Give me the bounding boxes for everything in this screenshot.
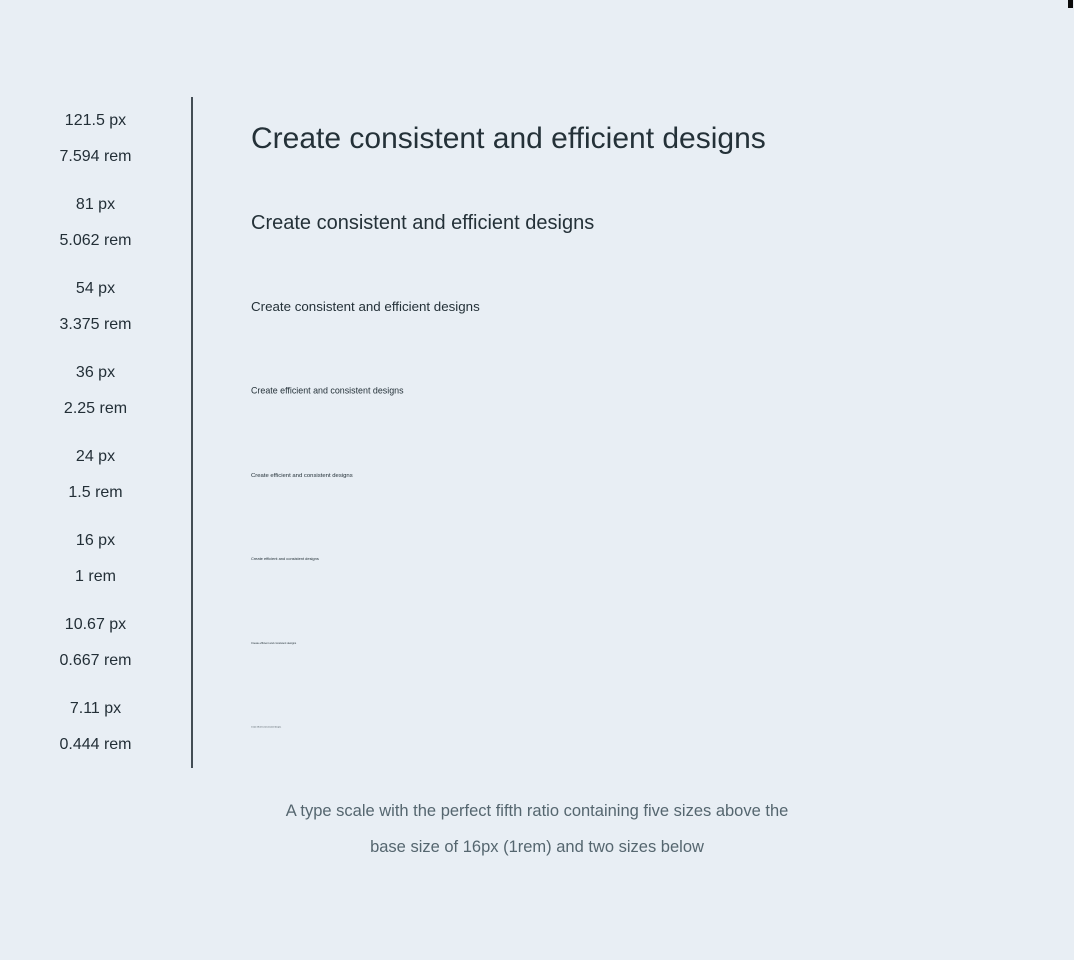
size-rem-label: 1.5 rem: [68, 484, 123, 501]
size-px-label: 121.5 px: [64, 112, 127, 129]
sample-cell: [191, 433, 1074, 517]
size-labels: [0, 181, 191, 265]
size-labels: [0, 685, 191, 769]
size-rem-label: 0.667 rem: [59, 652, 132, 669]
sample-cell: [191, 685, 1074, 769]
size-labels: [0, 349, 191, 433]
scale-row: [0, 517, 1074, 601]
sample-text: Create efficient and consistent designs: [251, 726, 282, 728]
sample-text: Create efficient and consistent designs: [251, 641, 297, 645]
scale-caption: [0, 793, 1074, 865]
size-px-label: 24 px: [75, 448, 116, 465]
scale-row: [0, 601, 1074, 685]
sample-cell: [191, 517, 1074, 601]
sample-cell: [191, 97, 1074, 181]
caption-line-2: base size of 16px (1rem) and two sizes below: [370, 838, 704, 856]
sample-cell: [191, 601, 1074, 685]
size-labels: [0, 265, 191, 349]
size-px-label: 36 px: [75, 364, 116, 381]
scale-row: [0, 685, 1074, 769]
size-rem-label: 7.594 rem: [59, 148, 132, 165]
size-px-label: 7.11 px: [69, 700, 122, 717]
scale-row: [0, 349, 1074, 433]
sample-text: Create efficient and consistent designs: [251, 385, 404, 396]
sample-cell: [191, 349, 1074, 433]
sample-text: Create consistent and efficient designs: [251, 122, 766, 155]
size-rem-label: 1 rem: [75, 568, 116, 585]
scale-row: [0, 181, 1074, 265]
scale-row: [0, 265, 1074, 349]
size-px-label: 81 px: [75, 196, 116, 213]
size-labels: [0, 433, 191, 517]
size-px-label: 54 px: [75, 280, 116, 297]
top-right-corner-mark: [1068, 0, 1073, 8]
size-px-label: 10.67 px: [64, 616, 127, 633]
size-labels: [0, 97, 191, 181]
caption-line-1: A type scale with the perfect fifth ratio containing five sizes above the: [285, 802, 789, 820]
type-scale-specimen: [0, 97, 1074, 769]
size-px-label: 16 px: [75, 532, 116, 549]
size-labels: [0, 601, 191, 685]
size-rem-label: 5.062 rem: [59, 232, 132, 249]
size-labels: [0, 517, 191, 601]
size-rem-label: 2.25 rem: [63, 400, 128, 417]
sample-text: Create consistent and efficient designs: [251, 299, 480, 315]
sample-cell: [191, 265, 1074, 349]
size-rem-label: 0.444 rem: [59, 736, 132, 753]
scale-row: [0, 433, 1074, 517]
sample-text: Create efficient and consistent designs: [251, 556, 319, 562]
sample-text: Create efficient and consistent designs: [251, 471, 353, 479]
vertical-divider: [191, 97, 193, 768]
size-rem-label: 3.375 rem: [59, 316, 132, 333]
scale-row: [0, 97, 1074, 181]
sample-text: Create consistent and efficient designs: [251, 211, 595, 234]
sample-cell: [191, 181, 1074, 265]
